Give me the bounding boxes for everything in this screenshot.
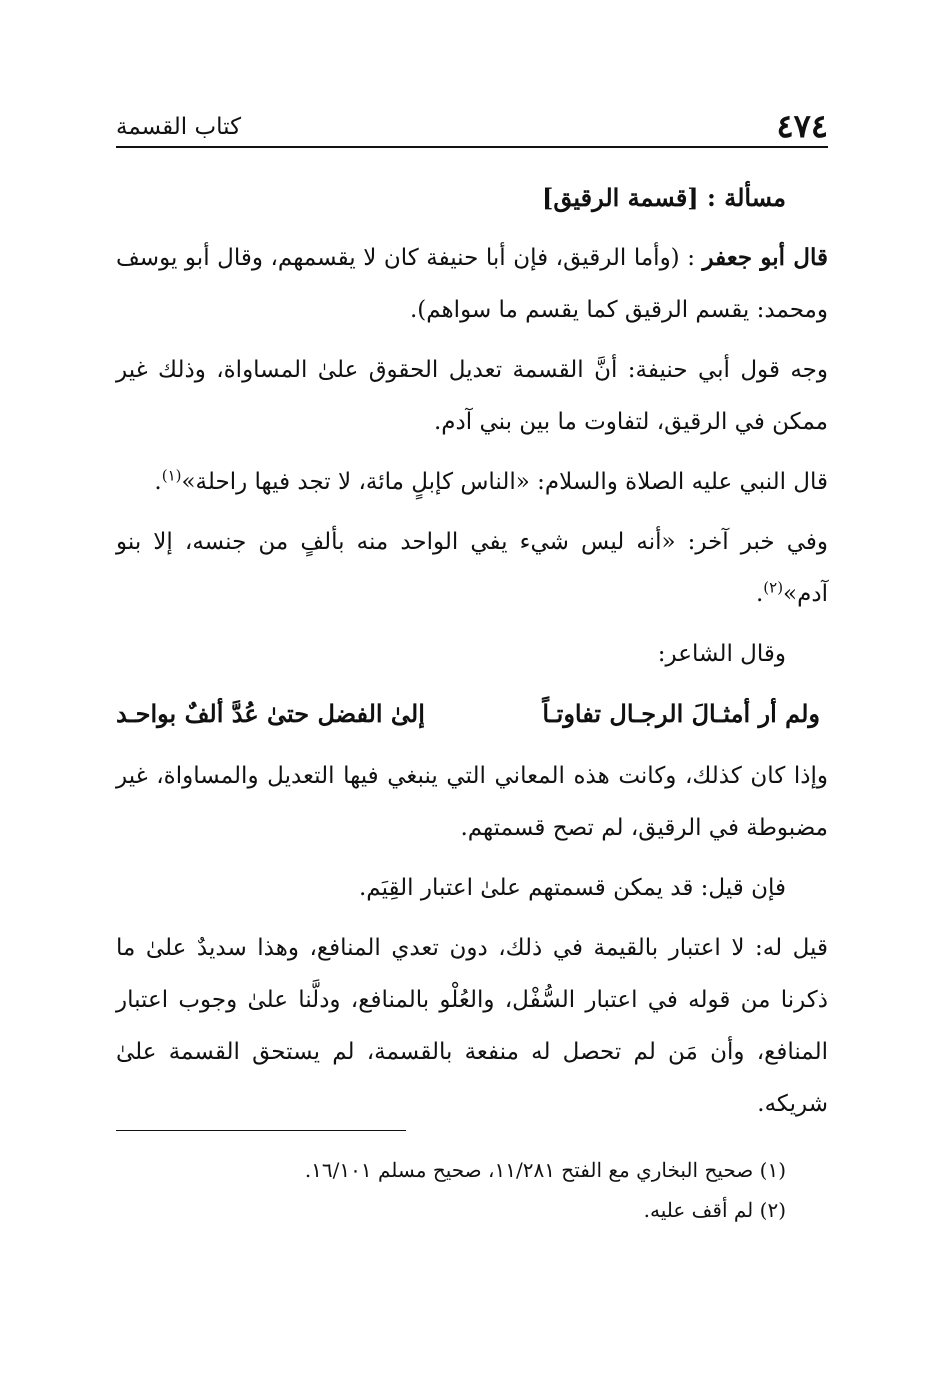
paragraph-1-text: : (وأما الرقيق، فإن أبا حنيفة كان لا يقسمهم، وقال أبو يوسف ومحمد: يقسم الرقيق كما يقسم ما سواهم). [116, 245, 828, 323]
paragraph-3-text: قال النبي عليه الصلاة والسلام: «الناس كإبلٍ مائة، لا تجد فيها راحلة» [181, 469, 828, 495]
paragraph-8: قيل له: لا اعتبار بالقيمة في ذلك، دون تعدي المنافع، وهذا سديدٌ علىٰ ما ذكرنا من قوله في اعتبار السُّفْل، والعُلْو بالمنافع، ودلَّنا علىٰ وجوب اعتبار المنافع، وأن مَن لم تحصل له منفعة بالقسمة، لم يستحق القسمة علىٰ شريكه. [116, 935, 828, 1117]
poetry-verse [116, 688, 828, 740]
paragraph-6: وإذا كان كذلك، وكانت هذه المعاني التي ينبغي فيها التعديل والمساواة، غير مضبوطة في الرقيق، لم تصح قسمتهم. [116, 763, 828, 841]
paragraph-4 [116, 516, 828, 620]
paragraph-2: وجه قول أبي حنيفة: أنَّ القسمة تعديل الحقوق علىٰ المساواة، وذلك غير ممكن في الرقيق، لتفاوت ما بين بني آدم. [116, 357, 828, 435]
footnote-divider [116, 1130, 406, 1131]
paragraph-4-end: . [755, 581, 764, 607]
page-number: ٤٧٤ [776, 107, 828, 145]
footnotes [116, 1150, 786, 1230]
main-text [116, 172, 828, 1138]
paragraph-7: فإن قيل: قد يمكن قسمتهم علىٰ اعتبار القِيَم. [358, 875, 786, 901]
footnote-ref-1[interactable]: (١) [161, 466, 182, 485]
speaker-name: قال أبو جعفر [702, 244, 828, 271]
paragraph-5: وقال الشاعر: [657, 641, 786, 667]
footnote-1: (١) صحيح البخاري مع الفتح ١١/٢٨١، صحيح مسلم ١٦/١٠١. [304, 1158, 786, 1182]
issue-title: [قسمة الرقيق] [542, 183, 699, 212]
verse-first-hemistich: ولم أر أمثـالَ الرجـال تفاوتـاً [542, 699, 820, 728]
paragraph-3-end: . [154, 469, 162, 495]
paragraph-3 [116, 456, 828, 508]
running-title: كتاب القسمة [116, 114, 242, 140]
page-header [116, 106, 828, 148]
issue-label: مسألة : [707, 183, 786, 212]
footnote-ref-2[interactable]: (٢) [763, 578, 784, 597]
footnote-2: (٢) لم أقف عليه. [643, 1198, 786, 1222]
paragraph-1 [116, 232, 828, 336]
issue-heading [116, 172, 786, 224]
paragraph-4-text: وفي خبر آخر: «أنه ليس شيء يفي الواحد منه بألفٍ من جنسه، إلا بنو آدم» [116, 529, 828, 607]
verse-second-hemistich: إلىٰ الفضل حتىٰ عُدَّ ألفٌ بواحـد [116, 699, 425, 728]
